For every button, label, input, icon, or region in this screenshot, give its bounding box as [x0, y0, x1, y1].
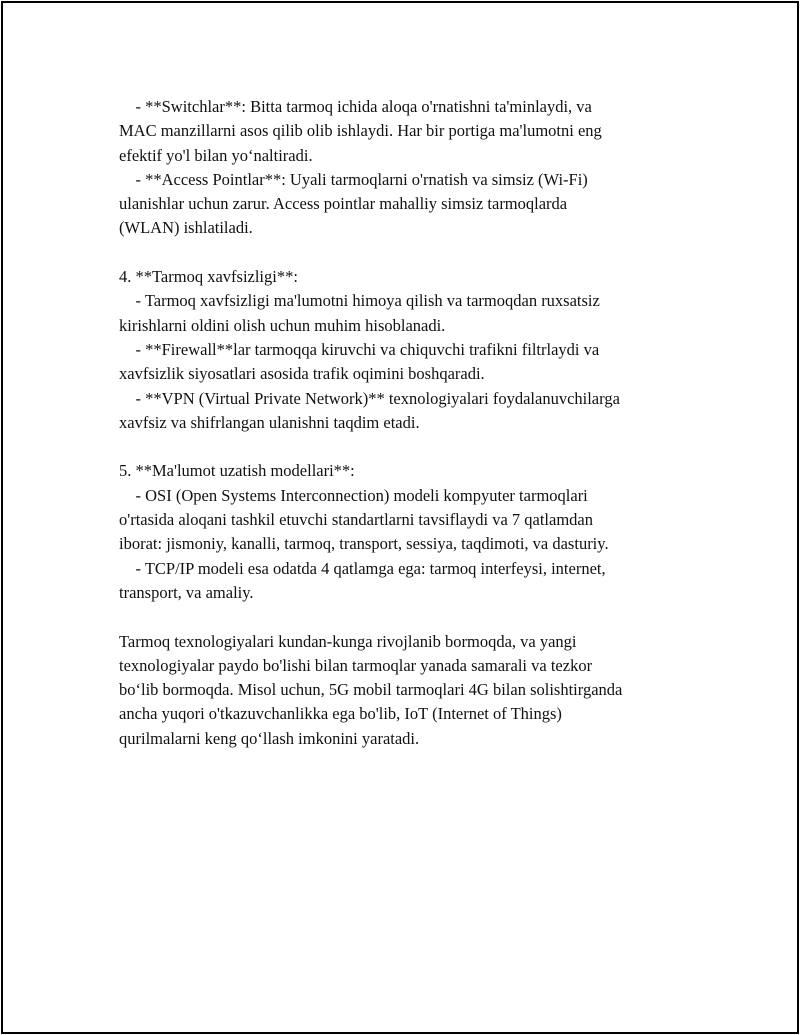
text-line: texnologiyalar paydo bo'lishi bilan tarmoqlar yanada samarali va tezkor	[119, 655, 593, 675]
text-line: xavfsizlik siyosatlari asosida trafik oqimini boshqaradi.	[119, 364, 485, 384]
section-data-transfer-models	[119, 459, 709, 605]
text-line: xavfsiz va shifrlangan ulanishni taqdim etadi.	[119, 412, 420, 432]
text-line: o'rtasida aloqani tashkil etuvchi standartlarni tavsiflaydi va 7 qatlamdan	[119, 510, 593, 530]
text-line: ancha yuqori o'tkazuvchanlikka ega bo'lib, IoT (Internet of Things)	[119, 704, 562, 724]
text-line: efektif yo'l bilan yo‘naltiradi.	[119, 145, 313, 165]
text-line: iborat: jismoniy, kanalli, tarmoq, transport, sessiya, taqdimoti, va dasturiy.	[119, 534, 609, 554]
section-conclusion	[119, 630, 709, 751]
paragraph-spacer	[119, 241, 709, 265]
text-line: - OSI (Open Systems Interconnection) modeli kompyuter tarmoqlari	[119, 485, 588, 505]
text-line: - **Firewall**lar tarmoqqa kiruvchi va chiquvchi trafikni filtrlaydi va	[119, 339, 600, 359]
text-line: - **Switchlar**: Bitta tarmoq ichida aloqa o'rnatishni ta'minlaydi, va	[119, 97, 592, 116]
text-line: Tarmoq texnologiyalari kundan-kunga rivojlanib bormoqda, va yangi	[119, 631, 577, 651]
section-heading: 4. **Tarmoq xavfsizligi**:	[119, 267, 298, 287]
text-line: - TCP/IP modeli esa odatda 4 qatlamga ega: tarmoq interfeysi, internet,	[119, 558, 606, 578]
text-line: (WLAN) ishlatiladi.	[119, 218, 253, 238]
section-network-security	[119, 265, 709, 435]
paragraph-spacer	[119, 435, 709, 459]
text-line: ulanishlar uchun zarur. Access pointlar mahalliy simsiz tarmoqlarda	[119, 194, 568, 214]
text-line: - **Access Pointlar**: Uyali tarmoqlarni o'rnatish va simsiz (Wi-Fi)	[119, 169, 588, 189]
text-line: transport, va amaliy.	[119, 582, 254, 602]
section-network-devices	[119, 95, 709, 241]
document-body	[119, 95, 709, 751]
text-line: bo‘lib bormoqda. Misol uchun, 5G mobil tarmoqlari 4G bilan solishtirganda	[119, 680, 623, 700]
text-line: kirishlarni oldini olish uchun muhim hisoblanadi.	[119, 315, 446, 335]
text-line: - Tarmoq xavfsizligi ma'lumotni himoya qilish va tarmoqdan ruxsatsiz	[119, 291, 600, 311]
paragraph-spacer	[119, 605, 709, 629]
text-line: qurilmalarni keng qo‘llash imkonini yaratadi.	[119, 728, 420, 748]
text-line: MAC manzillarni asos qilib olib ishlaydi. Har bir portiga ma'lumotni eng	[119, 121, 602, 141]
section-heading: 5. **Ma'lumot uzatish modellari**:	[119, 461, 355, 481]
document-page	[1, 1, 799, 1034]
text-line: - **VPN (Virtual Private Network)** texnologiyalari foydalanuvchilarga	[119, 388, 620, 408]
